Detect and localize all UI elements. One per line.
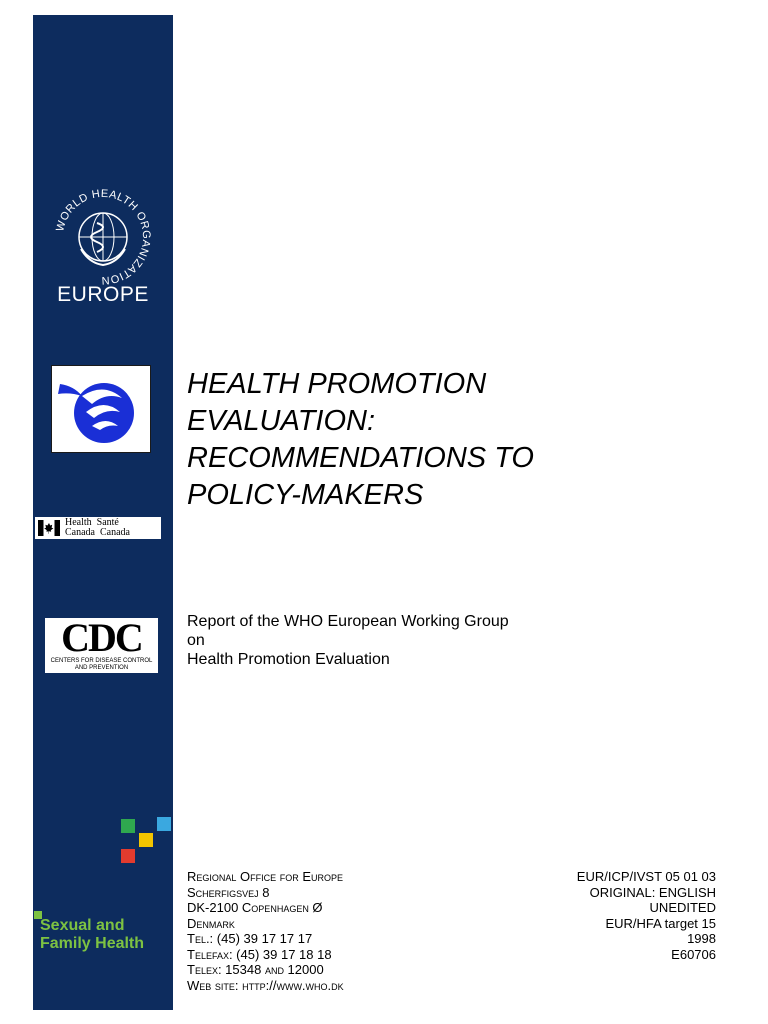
report-line: on: [187, 632, 205, 649]
document-code: EUR/ICP/IVST 05 01 03: [576, 869, 716, 884]
report-subtitle: [187, 612, 637, 669]
health-canada-logo: [35, 517, 161, 539]
health-canada-text: Health Santé Canada Canada: [65, 517, 130, 538]
sidebar: [33, 15, 173, 1010]
title-line: EVALUATION:: [187, 405, 376, 437]
canada-flag-icon: [38, 520, 60, 536]
square-blue: [157, 817, 171, 831]
partner-logo: [51, 365, 151, 453]
document-number: E60706: [671, 946, 716, 962]
website: Web site: http://www.who.dk: [187, 977, 344, 993]
year: 1998: [687, 931, 716, 946]
reference-block: [480, 869, 716, 962]
blue-swirl-logo-icon: [52, 366, 152, 454]
original-language: ORIGINAL: ENGLISH: [589, 884, 716, 900]
square-yellow: [139, 833, 153, 847]
who-emblem-icon: [51, 187, 155, 287]
title-line: POLICY-MAKERS: [187, 479, 424, 511]
address-block: [187, 869, 487, 993]
edit-status: UNEDITED: [649, 900, 716, 915]
country: Denmark: [187, 915, 235, 931]
telephone: Tel.: (45) 39 17 17 17: [187, 931, 313, 946]
who-ring-text: WORLD HEALTH ORGANIZATION: [54, 187, 153, 287]
title-line: RECOMMENDATIONS TO: [187, 442, 534, 474]
who-region-label: EUROPE: [57, 283, 149, 306]
title-line: HEALTH PROMOTION: [187, 368, 487, 400]
report-line: Report of the WHO European Working Group: [187, 613, 509, 630]
colored-squares-graphic: [121, 815, 173, 867]
office-name: Regional Office for Europe: [187, 869, 344, 884]
report-line: Health Promotion Evaluation: [187, 651, 390, 668]
cdc-letters: CDC: [61, 615, 142, 660]
cdc-subtitle: CENTERS FOR DISEASE CONTROL AND PREVENTION: [50, 658, 153, 671]
city: DK-2100 Copenhagen Ø: [187, 900, 323, 915]
square-green: [121, 819, 135, 833]
hfa-target: EUR/HFA target 15: [605, 915, 716, 931]
cdc-logo: [45, 615, 158, 673]
document-title: [187, 366, 687, 514]
telex: Telex: 15348 and 12000: [187, 962, 324, 977]
square-red: [121, 849, 135, 863]
street: Scherfigsvej 8: [187, 884, 270, 900]
telefax: Telefax: (45) 39 17 18 18: [187, 946, 332, 962]
program-name: Sexual and Family Health: [40, 917, 145, 952]
